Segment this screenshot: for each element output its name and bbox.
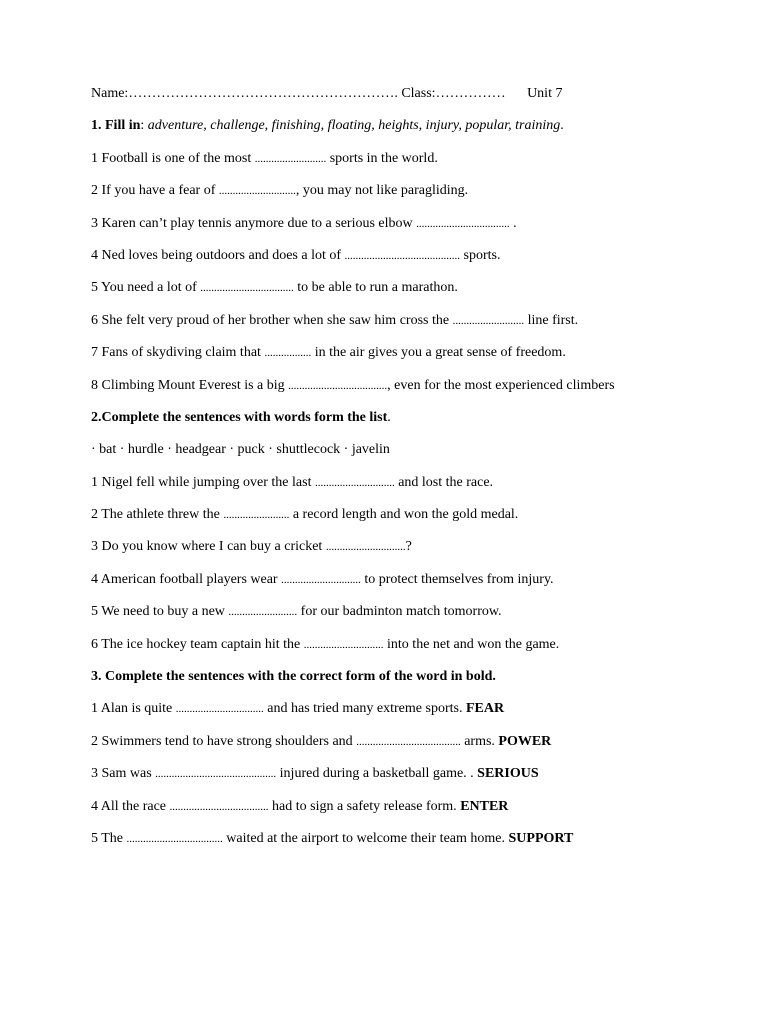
- name-label: Name:: [91, 86, 129, 101]
- answer-blank: .............................: [314, 476, 395, 489]
- s2-item: 2 The athlete threw the ........................ a record length and won the gold medal.: [91, 507, 519, 523]
- answer-blank: ..................................: [200, 282, 294, 295]
- s2-item: 6 The ice hockey team captain hit the ............................. into the net and won the game.: [91, 636, 560, 652]
- bold-word: SUPPORT: [508, 830, 574, 846]
- s2-item: 5 We need to buy a new ......................... for our badminton match tomorrow.: [91, 604, 502, 620]
- unit-label: Unit 7: [527, 86, 563, 101]
- section2-instruction: 2.Complete the sentences with words form the list.: [91, 409, 391, 425]
- answer-blank: .........................: [228, 606, 298, 619]
- bold-word: POWER: [498, 733, 552, 749]
- answer-blank: ...................................: [126, 832, 223, 845]
- name-blank: ………………………………………………….: [128, 86, 398, 101]
- answer-blank: .............................: [281, 573, 361, 586]
- section3-title: 3. Complete the sentences with the correct form of the word in bold.: [91, 669, 496, 685]
- s2-item: 3 Do you know where I can buy a cricket .............................?: [91, 539, 412, 555]
- s3-item: 4 All the race .................................... had to sign a safety release form. ENTER: [91, 798, 509, 814]
- answer-blank: ..........................................: [344, 249, 461, 262]
- answer-blank: ............................: [218, 185, 296, 198]
- answer-blank: ..........................: [452, 314, 525, 327]
- bold-word: ENTER: [460, 798, 509, 814]
- section3-instruction: [91, 667, 691, 699]
- answer-blank: ....................................: [169, 800, 269, 813]
- answer-blank: ..........................: [254, 152, 327, 165]
- s1-item: 2 If you have a fear of ............................, you may not like paragliding.: [91, 183, 469, 199]
- answer-blank: ......................................: [356, 735, 461, 748]
- s2-item: 1 Nigel fell while jumping over the last ............................. and lost the race.: [91, 474, 494, 490]
- section1-word-list: adventure, challenge, finishing, floating, heights, injury, popular, training: [147, 118, 561, 134]
- s1-item: 4 Ned loves being outdoors and does a lot of .......................................... sports.: [91, 247, 501, 263]
- header-line: [91, 84, 691, 116]
- bold-word: FEAR: [465, 701, 505, 717]
- s2-item: 4 American football players wear ............................. to protect themselves from injury.: [91, 571, 554, 587]
- s3-item: 1 Alan is quite ................................ and has tried many extreme sports. FEAR: [91, 701, 505, 717]
- section2-word-list: · bat · hurdle · headgear · puck · shuttlecock · javelin: [91, 442, 390, 458]
- answer-blank: ....................................: [288, 379, 388, 392]
- answer-blank: ................................: [175, 703, 264, 716]
- s3-item: 3 Sam was ............................................ injured during a basketball game. . SERIOUS: [91, 766, 539, 782]
- s1-item: 1 Football is one of the most .......................... sports in the world.: [91, 150, 438, 166]
- answer-blank: .................: [264, 347, 312, 360]
- worksheet: [91, 84, 691, 861]
- class-blank: ……………: [435, 86, 506, 101]
- s1-item: 3 Karen can’t play tennis anymore due to a serious elbow .................................. .: [91, 215, 517, 231]
- class-label: Class:: [401, 86, 436, 101]
- answer-blank: ............................................: [155, 768, 277, 781]
- answer-blank: ..................................: [416, 217, 510, 230]
- answer-blank: ........................: [223, 509, 290, 522]
- bold-word: SERIOUS: [477, 766, 539, 782]
- answer-blank: .............................: [325, 541, 406, 554]
- s3-item: 5 The ................................... waited at the airport to welcome their team home. SUPPORT: [91, 830, 574, 846]
- s1-item: 8 Climbing Mount Everest is a big ...................................., even for the most experienced climbers: [91, 377, 615, 393]
- s1-item: 6 She felt very proud of her brother when she saw him cross the .......................... line first.: [91, 312, 579, 328]
- s3-item: 2 Swimmers tend to have strong shoulders and ...................................... arms. POWER: [91, 733, 552, 749]
- answer-blank: .............................: [303, 638, 384, 651]
- section1-instruction: 1. Fill in: adventure, challenge, finishing, floating, heights, injury, popular, training.: [91, 118, 564, 134]
- section2-title: 2.Complete the sentences with words form the list: [91, 409, 388, 425]
- s1-item: 5 You need a lot of .................................. to be able to run a marathon.: [91, 280, 458, 296]
- section1-number: 1. Fill in: [91, 118, 141, 134]
- s1-item: 7 Fans of skydiving claim that ................. in the air gives you a great sense of freedom.: [91, 345, 566, 361]
